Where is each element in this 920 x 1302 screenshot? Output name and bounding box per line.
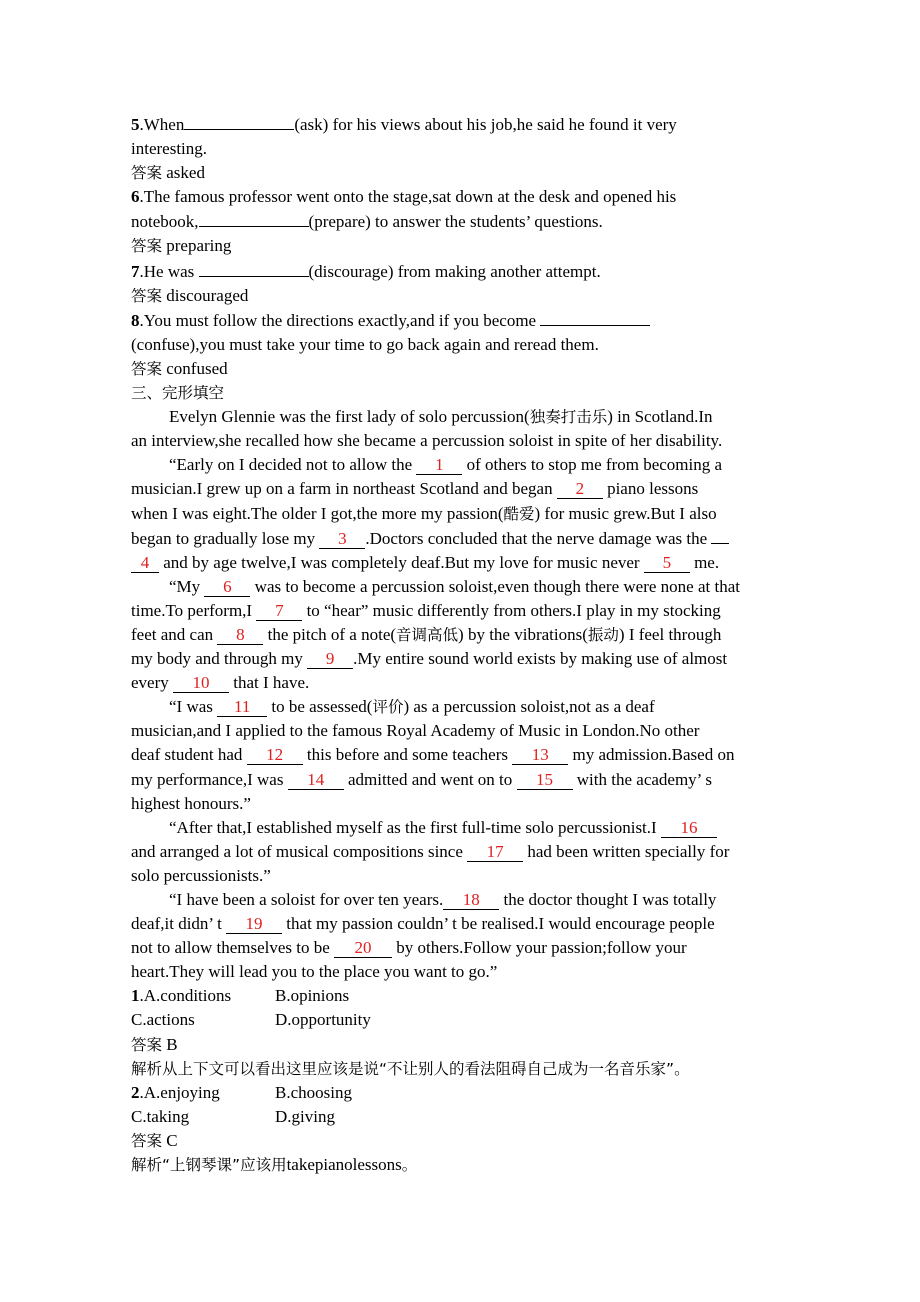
option-a: .A.conditions bbox=[139, 986, 232, 1006]
answer-5: 答案 asked bbox=[131, 163, 205, 183]
answer-6: 答案 preparing bbox=[131, 236, 232, 256]
explanation-c1: 解析从上下文可以看出这里应该是说“不让别人的看法阻碍自己成为一名音乐家”。 bbox=[131, 1059, 690, 1078]
question-5-cont: interesting. bbox=[131, 139, 208, 159]
passage-line: solo percussionists.” bbox=[131, 865, 271, 885]
passage-line: deaf student had 12 this before and some teachers 13 my admission.Based on bbox=[131, 745, 735, 765]
option-c: C.taking bbox=[131, 1106, 190, 1126]
question-7: 7.He was (discourage) from making another attempt. bbox=[131, 259, 796, 284]
question-number: 5 bbox=[131, 115, 140, 134]
question-text: (ask) for his views about his job,he said he found it very bbox=[294, 115, 677, 134]
answer-8: 答案 confused bbox=[131, 358, 228, 378]
passage-line: “My 6 was to become a percussion soloist,even though there were none at that bbox=[169, 576, 740, 596]
blank-10: 10 bbox=[173, 674, 229, 693]
choice-1-row-1 bbox=[131, 984, 796, 1008]
answer-7: 答案 discouraged bbox=[131, 285, 249, 305]
option-a: .A.enjoying bbox=[139, 1082, 220, 1102]
question-number: 7 bbox=[131, 261, 140, 281]
option-b: B.opinions bbox=[275, 986, 350, 1006]
passage-line: time.To perform,I 7 to “hear” music differently from others.I play in my stocking bbox=[131, 600, 721, 620]
question-number: 8 bbox=[131, 310, 140, 330]
blank-20: 20 bbox=[334, 939, 392, 958]
passage-line: when I was eight.The older I got,the more my passion(酷爱) for music grew.But I also bbox=[131, 503, 717, 523]
blank-1: 1 bbox=[416, 456, 462, 475]
passage-line: began to gradually lose my 3 .Doctors concluded that the nerve damage was the bbox=[131, 526, 796, 551]
answer-c1: 答案 B bbox=[131, 1034, 178, 1054]
question-number: 2 bbox=[131, 1082, 140, 1102]
blank-15: 15 bbox=[517, 771, 573, 790]
passage-line: heart.They will lead you to the place you want to go.” bbox=[131, 962, 498, 982]
blank-6: 6 bbox=[204, 578, 250, 597]
blank-4: 4 bbox=[131, 554, 159, 573]
passage-line: “I have been a soloist for over ten years. 18 the doctor thought I was totally bbox=[169, 890, 717, 909]
question-number: 6 bbox=[131, 187, 140, 207]
passage-line: musician.I grew up on a farm in northeast Scotland and began 2 piano lessons bbox=[131, 479, 699, 499]
blank-7: 7 bbox=[256, 602, 302, 621]
explanation-c2: 解析“上钢琴课”应该用takepianolessons。 bbox=[131, 1155, 418, 1175]
passage-line: and arranged a lot of musical compositions since 17 had been written specially for bbox=[131, 841, 730, 861]
answer-blank bbox=[540, 308, 650, 326]
question-5 bbox=[131, 112, 796, 137]
blank-5: 5 bbox=[644, 554, 690, 573]
blank-9: 9 bbox=[307, 650, 353, 669]
passage-line: highest honours.” bbox=[131, 793, 251, 813]
passage-line: “After that,I established myself as the first full-time solo percussionist.I 16 bbox=[131, 816, 796, 840]
blank-3: 3 bbox=[319, 530, 365, 549]
passage-line: every 10 that I have. bbox=[131, 673, 310, 693]
blank-17: 17 bbox=[467, 843, 523, 862]
choice-2-row-1 bbox=[131, 1081, 796, 1105]
option-c: C.actions bbox=[131, 1010, 195, 1030]
passage-line: feet and can 8 the pitch of a note(音调高低) by the vibrations(振动) I feel through bbox=[131, 624, 722, 644]
choice-2-row-2 bbox=[131, 1105, 796, 1129]
question-8-cont: (confuse),you must take your time to go back again and reread them. bbox=[131, 334, 599, 354]
blank-11: 11 bbox=[217, 698, 267, 717]
passage-line: deaf,it didn’ t 19 that my passion couldn’ t be realised.I would encourage people bbox=[131, 914, 715, 934]
blank-13: 13 bbox=[512, 746, 568, 765]
passage-line: musician,and I applied to the famous Royal Academy of Music in London.No other bbox=[131, 721, 700, 741]
blank-19: 19 bbox=[226, 915, 282, 934]
choice-1-row-2 bbox=[131, 1008, 796, 1032]
passage-line: not to allow themselves to be 20 by others.Follow your passion;follow your bbox=[131, 938, 687, 958]
answer-blank bbox=[184, 112, 294, 130]
passage-line: my performance,I was 14 admitted and went on to 15 with the academy’ s bbox=[131, 769, 712, 789]
option-d: D.giving bbox=[275, 1106, 335, 1126]
blank-12: 12 bbox=[247, 746, 303, 765]
blank-8: 8 bbox=[217, 626, 263, 645]
question-6-cont: notebook, (prepare) to answer the students’ questions. bbox=[131, 209, 796, 234]
option-b: B.choosing bbox=[275, 1082, 352, 1102]
passage-line: an interview,she recalled how she became a percussion soloist in spite of her disability. bbox=[131, 431, 723, 451]
question-number: 1 bbox=[131, 986, 140, 1006]
blank-16: 16 bbox=[661, 819, 717, 838]
blank-14: 14 bbox=[288, 771, 344, 790]
document-page bbox=[131, 112, 796, 1177]
question-6: 6.The famous professor went onto the stage,sat down at the desk and opened his bbox=[131, 187, 677, 207]
passage-line: “Early on I decided not to allow the 1 of others to stop me from becoming a bbox=[169, 455, 723, 475]
blank-18: 18 bbox=[443, 891, 499, 910]
answer-blank bbox=[199, 209, 309, 227]
question-8: 8.You must follow the directions exactly,and if you become bbox=[131, 308, 796, 333]
blank-2: 2 bbox=[557, 480, 603, 499]
passage-line: 4 and by age twelve,I was completely deaf.But my love for music never 5 me. bbox=[131, 551, 796, 575]
answer-c2: 答案 C bbox=[131, 1130, 178, 1150]
passage-line: Evelyn Glennie was the first lady of solo percussion(独奏打击乐) in Scotland.In bbox=[169, 407, 713, 427]
section-title: 三、完形填空 bbox=[131, 384, 225, 403]
passage-line: “I was 11 to be assessed(评价) as a percussion soloist,not as a deaf bbox=[169, 697, 655, 717]
answer-blank bbox=[199, 259, 309, 277]
question-text: .When bbox=[139, 115, 185, 134]
passage-line: my body and through my 9 .My entire sound world exists by making use of almost bbox=[131, 649, 728, 669]
option-d: D.opportunity bbox=[275, 1010, 371, 1030]
